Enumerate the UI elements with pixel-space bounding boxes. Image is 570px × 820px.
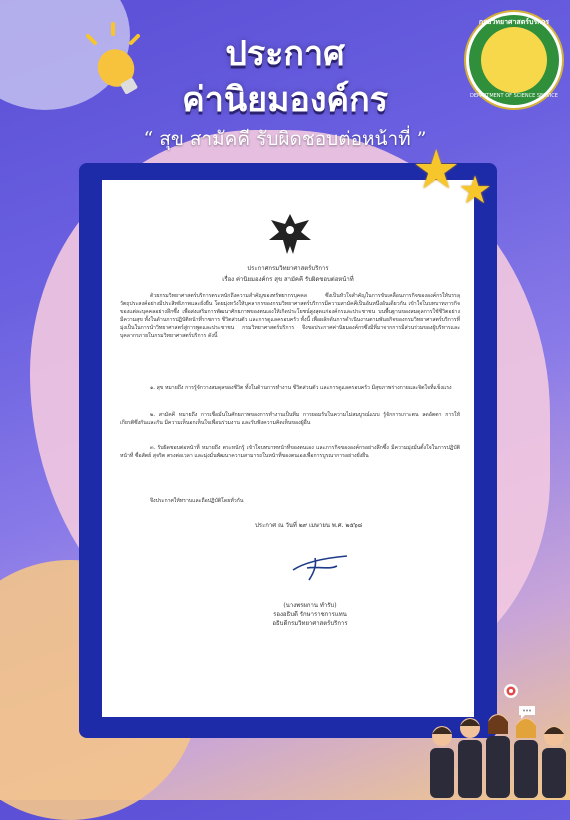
logo-top-text: กรมวิทยาศาสตร์บริการ: [478, 18, 550, 26]
document-item-2: ๒. สามัคคี หมายถึง การเชื่อมั่นในศักยภาพของการทำงานเป็นทีม การยอมรับในความไม่สมบูรณ์แบบ รู้จักการเกาะตน ลดอัตตา การให้เกียรติซึ่งกันและกัน มีความเห็นอกเห็นใจเพื่อนร่วมงาน และรับฟังความคิดเห็นของผู้อื่น: [120, 412, 460, 426]
signer-title-1: รองอธิบดี รักษาราชการแทน: [273, 611, 347, 618]
poster-title-line1: ประกาศ: [225, 34, 345, 74]
poster-motto: “ สุข สามัคคี รับผิดชอบต่อหน้าที่ ”: [143, 128, 427, 150]
star-icon: ★: [412, 138, 461, 201]
garuda-seal-icon: [265, 210, 315, 258]
poster-title-line2: ค่านิยมองค์กร: [181, 80, 389, 120]
document-item-1: ๑. สุข หมายถึง การรู้จักวางสมดุลของชีวิต ทั้งในด้านการทำงาน ชีวิตส่วนตัว และการดูแลครอบครัว มีสุขภาพร่างกายและจิตใจที่แข็งแรง: [150, 385, 452, 391]
target-icon: [503, 683, 519, 699]
document-item-3: ๓. รับผิดชอบต่อหน้าที่ หมายถึง ตระหนักรู้ เข้าใจบทบาทหน้าที่ของตนเอง และภารกิจขององค์กรอย่างลึกซึ้ง มีความมุ่งมั่นตั้งใจในการปฏิบัติหน้าที่ ซื่อสัตย์ สุจริต ตรงต่อเวลา และมุ่งมั่นพัฒนาความสามารถในหน้าที่ของตนเองเพื่อการบูรณาการอย่างยั่งยืน: [120, 445, 460, 459]
document-closing: จึงประกาศให้ทราบและถือปฏิบัติโดยทั่วกัน: [150, 498, 244, 504]
signer-title-2: อธิบดีกรมวิทยาศาสตร์บริการ: [272, 620, 348, 627]
signer-name: (นางพรผกาน ทำรับ): [283, 602, 337, 609]
document-intro: ด้วยกรมวิทยาศาสตร์บริการตระหนักถึงความสำคัญของทรัพยากรบุคคล ซึ่งเป็นหัวใจสำคัญในการขับเคลื่อนภารกิจขององค์กรให้บรรลุวัตถุประสงค์อย่างมีประสิทธิภาพและยั่งยืน โดยมุ่งหวังให้บุคลากรของกรมวิทยาศาสตร์บริการมีความสามัคคีเป็นอันหนึ่งอันเดียวกัน เข้าใจในบทบาทภารกิจของแต่ละบุคคลอย่างลึกซึ้ง เพื่อส่งเสริมการพัฒนาศักยภาพของตนเองให้เกิดประโยชน์สูงสุดแก่องค์กรและประชาชน บนพื้นฐานของสมดุลการใช้ชีวิตอย่างมีความสุข ทั้งในด้านการปฏิบัติหน้าที่ราชการ ชีวิตส่วนตัว และการดูแลครอบครัว ทั้งนี้ เพื่อผลักดันการดำเนินงานตามพันธกิจของกรมวิทยาศาสตร์บริการที่มุ่งเป็นในการนำวิทยาศาสตร์สู่การพูดและประชาชน กรมวิทยาศาสตร์บริการ จึงขอประกาศค่านิยมองค์กรซึ่งมีที่มาจากการมีส่วนร่วมของผู้บริหารและบุคลากรภายในกรมวิทยาศาสตร์บริการ ดังนี้: [120, 293, 460, 339]
star-icon: ★: [458, 168, 493, 212]
document-org: ประกาศกรมวิทยาศาสตร์บริการ: [247, 265, 329, 272]
document-subject: เรื่อง ค่านิยมองค์กร สุข สามัคคี รับผิดชอบต่อหน้าที่: [222, 276, 354, 283]
team-illustration: [420, 690, 570, 800]
document-date: ประกาศ ณ วันที่ ๒๙ เมษายน พ.ศ. ๒๕๖๘: [255, 522, 363, 529]
signature: [285, 540, 355, 584]
logo-bottom-text: DEPARTMENT OF SCIENCE SERVICE: [470, 93, 558, 99]
chat-bubble-icon: [517, 704, 537, 720]
